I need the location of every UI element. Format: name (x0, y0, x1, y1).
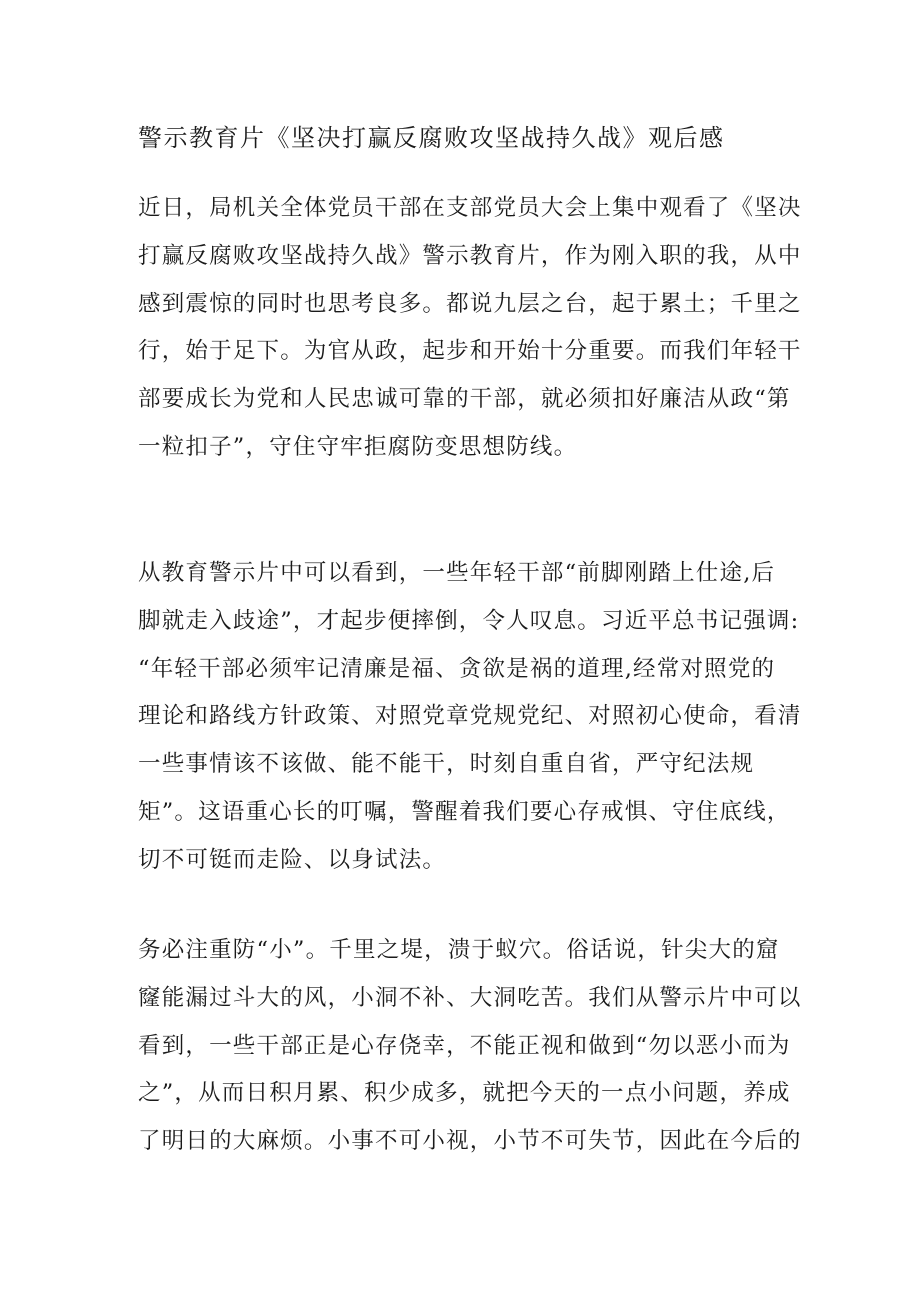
paragraph-1 (138, 185, 802, 472)
paragraph-line: 了明日的大麻烦。小事不可小视，小节不可失节，因此在今后的 (138, 1128, 802, 1155)
paragraph-3 (138, 927, 802, 1166)
paragraph-line: 矩”。这语重心长的叮嘱，警醒着我们要心存戒惧、守住底线， (138, 798, 791, 825)
paragraph-line: 打赢反腐败攻坚战持久战》警示教育片，作为刚入职的我，从中 (138, 242, 802, 269)
paragraph-line: 感到震惊的同时也思考良多。都说九层之台，起于累土；千里之 (138, 290, 802, 317)
paragraph-line: 行，始于足下。为官从政，起步和开始十分重要。而我们年轻干 (138, 338, 802, 365)
paragraph-line: 看到，一些干部正是心存侥幸，不能正视和做到“勿以恶小而为 (138, 1032, 791, 1059)
paragraph-line: 窿能漏过斗大的风，小洞不补、大洞吃苦。我们从警示片中可以 (138, 984, 802, 1011)
paragraph-2 (138, 550, 802, 885)
document-title: 警示教育片《坚决打赢反腐败攻坚战持久战》观后感 (138, 124, 725, 152)
paragraph-line: 近日，局机关全体党员干部在支部党员大会上集中观看了《坚决 (138, 195, 802, 221)
paragraph-line: “年轻干部必须牢记清廉是福、贪欲是祸的道理,经常对照党的 (138, 655, 776, 682)
paragraph-line: 部要成长为党和人民忠诚可靠的干部，就必须扣好廉洁从政“第 (138, 386, 791, 413)
paragraph-line: 从教育警示片中可以看到，一些年轻干部“前脚刚踏上仕途,后 (138, 560, 776, 586)
paragraph-line: 脚就走入歧途”，才起步便摔倒，令人叹息。习近平总书记强调: (138, 607, 800, 634)
paragraph-line: 一些事情该不该做、能不能干，时刻自重自省，严守纪法规 (138, 751, 755, 778)
paragraph-line: 务必注重防“小”。千里之堤，溃于蚁穴。俗话说，针尖大的窟 (138, 937, 780, 963)
paragraph-line: 切不可铤而走险、以身试法。 (138, 846, 447, 873)
paragraph-line: 之”，从而日积月累、积少成多，就把今天的一点小问题，养成 (138, 1080, 791, 1107)
paragraph-line: 理论和路线方针政策、对照党章党规党纪、对照初心使命，看清 (138, 703, 802, 730)
paragraph-line: 一粒扣子”，守住守牢拒腐防变思想防线。 (138, 433, 578, 460)
